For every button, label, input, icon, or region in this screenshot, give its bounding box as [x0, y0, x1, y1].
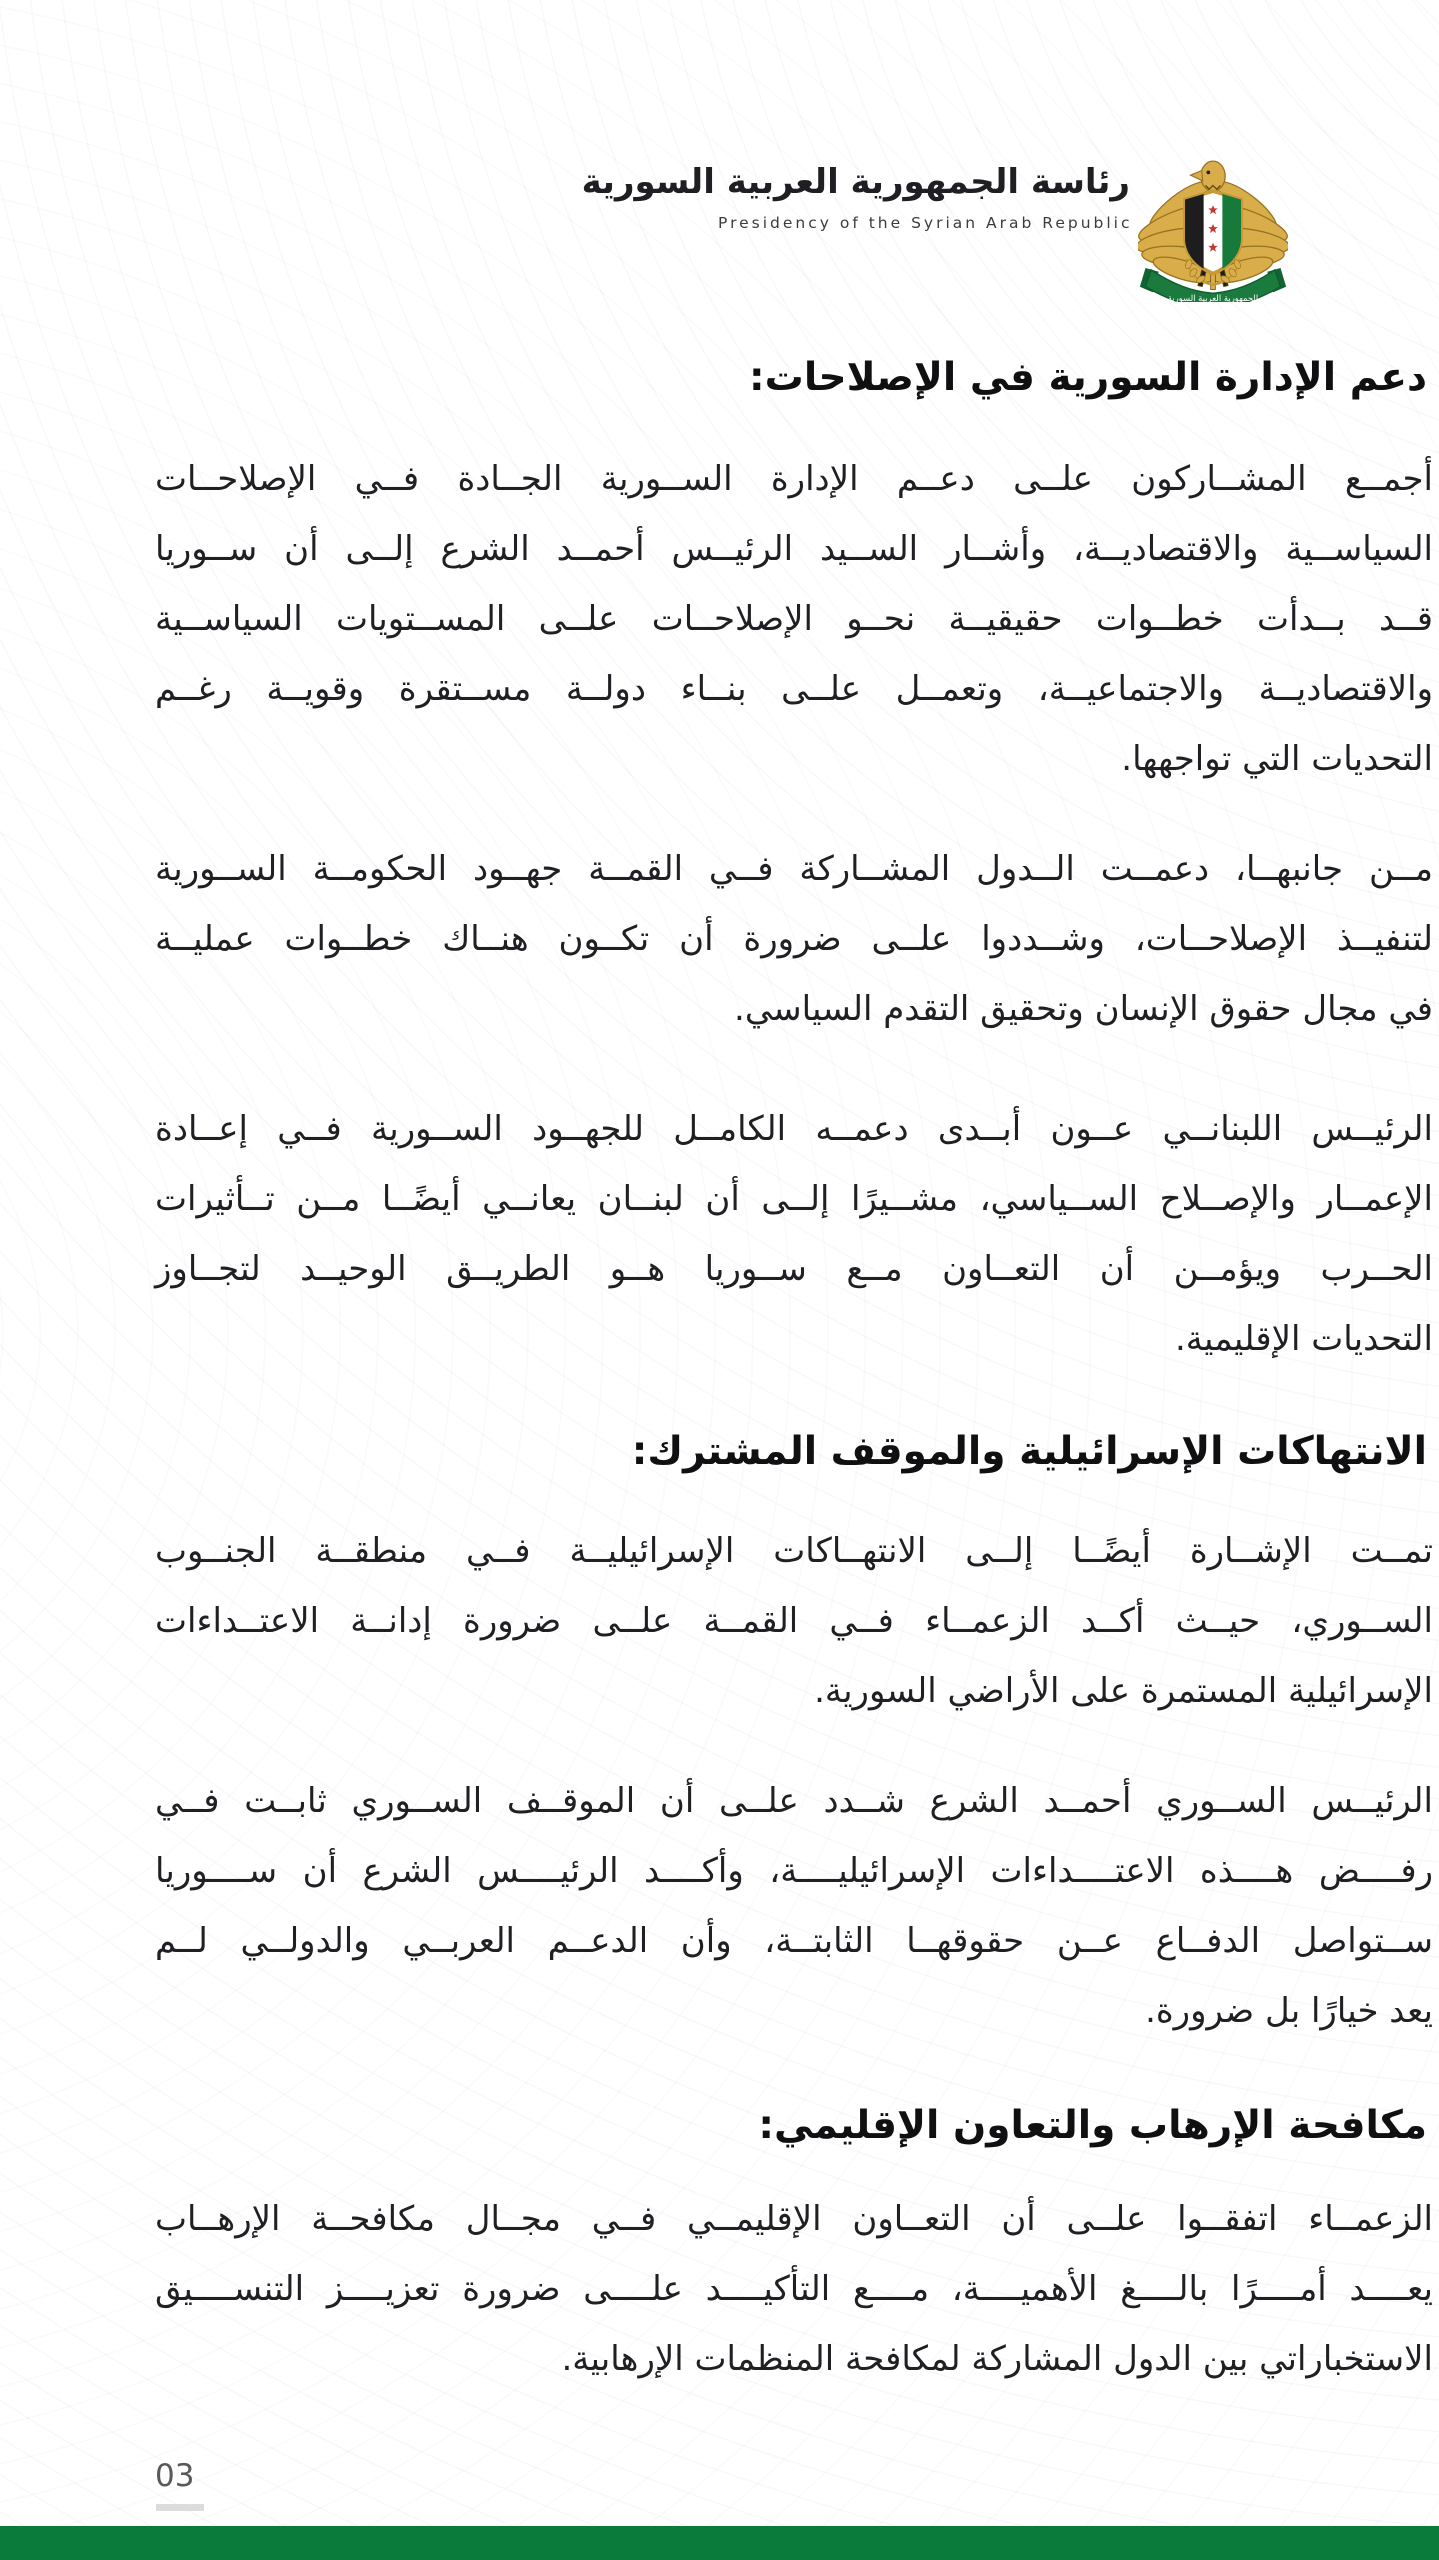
paragraph-line: في مجال حقوق الإنسان وتحقيق التقدم السياسي. [734, 989, 1433, 1029]
footer-bar [0, 2526, 1439, 2560]
paragraph-line: التحديات التي تواجهها. [1121, 739, 1433, 779]
paragraph-line: والاقتصاديــة والاجتماعيــة، وتعمــل علــى بنــاء دولــة مســتقرة وقويــة رغــم [155, 669, 1433, 709]
paragraph-line: الاستخباراتي بين الدول المشاركة لمكافحة المنظمات الإرهابية. [561, 2339, 1433, 2379]
paragraph-line: رفــــض هــــذه الاعتــــداءات الإسرائيليــــة، وأكــــد الرئيــــس الشرع أن ســــوريا [155, 1851, 1433, 1891]
paragraph [155, 834, 1433, 1044]
paragraph-line: الرئيــس الســوري أحمــد الشرع شــدد علــى أن الموقــف الســوري ثابــت فــي [155, 1781, 1433, 1821]
paragraph-line: السياســية والاقتصاديــة، وأشــار الســيد الرئيــس أحمــد الشرع إلــى أن ســوريا [155, 529, 1433, 569]
paragraph [155, 1516, 1433, 1726]
paragraph [155, 444, 1433, 794]
page-number: 03 [155, 2458, 195, 2494]
paragraph-line: تمــت الإشــارة أيضًــا إلــى الانتهــاكات الإسرائيليــة فــي منطقــة الجنــوب [155, 1531, 1433, 1571]
letterhead [581, 160, 1133, 232]
paragraph-line: الســوري، حيــث أكــد الزعمــاء فــي القمــة علــى ضرورة إدانــة الاعتــداءات [155, 1601, 1433, 1641]
paragraph-line: قــد بــدأت خطــوات حقيقيــة نحــو الإصلاحــات علــى المســتويات السياســية [155, 599, 1433, 639]
paragraph-line: التحديات الإقليمية. [1174, 1319, 1433, 1359]
paragraph-line: يعــــد أمــــرًا بالــــغ الأهميــــة، مــــع التأكيــــد علــــى ضرورة تعزيــــز التنســــيق [155, 2269, 1433, 2309]
section-heading-violations: الانتهاكات الإسرائيلية والموقف المشترك: [631, 1429, 1427, 1474]
paragraph-line: الإسرائيلية المستمرة على الأراضي السورية. [814, 1671, 1433, 1711]
paragraph-line: مــن جانبهــا، دعمــت الــدول المشــاركة فــي القمــة جهــود الحكومــة الســورية [155, 849, 1433, 889]
syrian-eagle-emblem-icon [1138, 144, 1288, 302]
paragraph-line: لتنفيــذ الإصلاحــات، وشــددوا علــى ضرورة أن تكــون هنــاك خطــوات عمليــة [155, 919, 1433, 959]
flag-shield [1185, 189, 1241, 275]
emblem-banner-text: الجمهورية العربية السورية [1167, 292, 1259, 302]
paragraph-line: الإعمــار والإصــلاح الســياسي، مشــيرًا إلــى أن لبنــان يعانــي أيضًــا مــن تــأثيرات [155, 1179, 1433, 1219]
paragraph [155, 1094, 1433, 1374]
paragraph-line: الحــرب ويؤمــن أن التعــاون مــع ســوريا هــو الطريــق الوحيــد لتجــاوز [155, 1249, 1433, 1289]
org-title-english: Presidency of the Syrian Arab Republic [718, 214, 1133, 232]
paragraph [155, 1766, 1433, 2046]
paragraph-line: يعد خيارًا بل ضرورة. [1145, 1991, 1433, 2031]
paragraph [155, 2184, 1433, 2394]
paragraph-line: الرئيــس اللبنانــي عــون أبــدى دعمــه الكامــل للجهــود الســورية فــي إعــادة [155, 1109, 1433, 1149]
page-number-underline [156, 2504, 204, 2511]
org-title-arabic: رئاسة الجمهورية العربية السورية [581, 162, 1130, 202]
paragraph-line: أجمــع المشــاركون علــى دعــم الإدارة الســورية الجــادة فــي الإصلاحــات [155, 459, 1433, 499]
paragraph-line: ســتواصل الدفــاع عــن حقوقهــا الثابتــة، وأن الدعــم العربــي والدولــي لــم [155, 1921, 1433, 1961]
paragraph-line: الزعمــاء اتفقــوا علــى أن التعــاون الإقليمــي فــي مجــال مكافحــة الإرهــاب [155, 2199, 1433, 2239]
section-heading-reforms: دعم الإدارة السورية في الإصلاحات: [749, 355, 1427, 400]
section-heading-terrorism: مكافحة الإرهاب والتعاون الإقليمي: [758, 2103, 1427, 2148]
